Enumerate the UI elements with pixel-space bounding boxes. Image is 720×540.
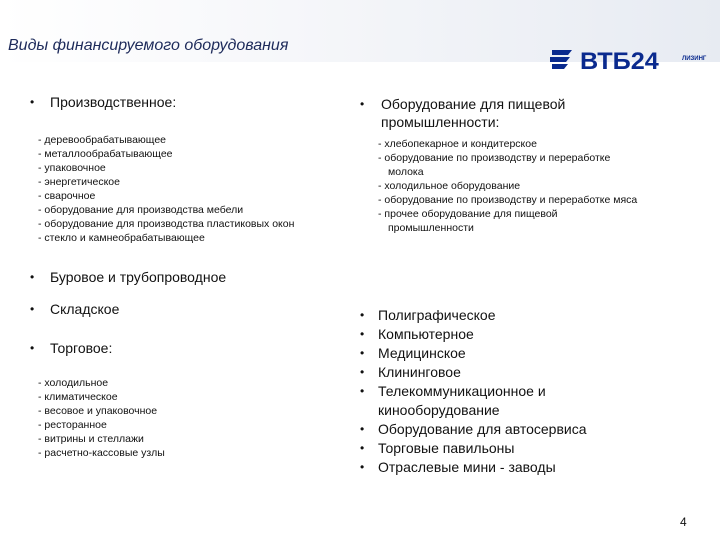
- production-label: Производственное:: [50, 94, 177, 110]
- list-item: [360, 439, 587, 458]
- list-item: - хлебопекарное и кондитерское: [378, 138, 537, 150]
- trade-label: Торговое:: [50, 340, 113, 356]
- list-item-label: Отраслевые мини - заводы: [378, 459, 556, 475]
- list-item: [360, 420, 587, 439]
- list-item-label: Медицинское: [378, 345, 466, 361]
- food-label-line1: Оборудование для пищевой: [381, 96, 566, 112]
- bullet-icon: •: [360, 384, 365, 398]
- bullet-icon: •: [30, 95, 35, 109]
- list-item-label: Телекоммуникационное и: [378, 383, 546, 399]
- bullet-icon: •: [360, 441, 365, 455]
- list-item: - энергетическое: [38, 176, 120, 188]
- bullet-icon: •: [360, 422, 365, 436]
- list-item: [360, 344, 587, 363]
- list-item: [360, 325, 587, 344]
- list-item: [360, 306, 587, 325]
- list-item: - оборудование по производству и переработке мяса: [378, 194, 638, 206]
- list-item-label: Клининговое: [378, 364, 461, 380]
- list-item: промышленности: [388, 222, 474, 234]
- list-item: - ресторанное: [38, 419, 107, 431]
- bullet-icon: •: [30, 341, 35, 355]
- list-item: [360, 363, 587, 382]
- slide-title: Виды финансируемого оборудования: [8, 37, 289, 54]
- list-item: - оборудование для производства пластиковых окон: [38, 218, 295, 230]
- list-item: молока: [388, 166, 424, 178]
- list-item: - металлообрабатывающее: [38, 148, 173, 160]
- list-item: - стекло и камнеобрабатывающее: [38, 232, 205, 244]
- list-item: - расчетно-кассовые узлы: [38, 447, 165, 459]
- logo-text: ВТБ24: [580, 48, 659, 75]
- food-list: [378, 137, 637, 235]
- list-item: - прочее оборудование для пищевой: [378, 208, 558, 220]
- vtb-logo-mark-icon: [548, 46, 576, 74]
- drilling-label: Буровое и трубопроводное: [50, 269, 227, 285]
- list-item: - холодильное оборудование: [378, 180, 521, 192]
- list-item: - оборудование по производству и переработке: [378, 152, 611, 164]
- bullet-icon: •: [30, 270, 35, 284]
- list-item-continuation: [360, 401, 587, 420]
- bullet-icon: •: [360, 308, 365, 322]
- list-item-label: Оборудование для автосервиса: [378, 421, 587, 437]
- list-item: - оборудование для производства мебели: [38, 204, 244, 216]
- list-item-label: Компьютерное: [378, 326, 474, 342]
- bullet-icon: •: [360, 365, 365, 379]
- list-item: - упаковочное: [38, 162, 106, 174]
- bullet-icon: •: [30, 302, 35, 316]
- list-item: - витрины и стеллажи: [38, 433, 144, 445]
- list-item: [360, 458, 587, 477]
- list-item-label: кинооборудование: [378, 402, 500, 418]
- page-number: 4: [680, 515, 687, 529]
- production-list: [38, 133, 294, 245]
- list-item-label: Полиграфическое: [378, 307, 496, 323]
- bullet-icon: •: [360, 97, 365, 111]
- list-item-label: Торговые павильоны: [378, 440, 515, 456]
- bullet-icon: •: [360, 460, 365, 474]
- list-item: - весовое и упаковочное: [38, 405, 158, 417]
- logo-subtext: ЛИЗИНГ: [682, 56, 707, 62]
- trade-list: [38, 376, 165, 460]
- list-item: - деревообрабатывающее: [38, 134, 167, 146]
- list-item: - холодильное: [38, 377, 109, 389]
- list-item: - сварочное: [38, 190, 96, 202]
- warehouse-label: Складское: [50, 301, 120, 317]
- food-label-line2: промышленности:: [381, 114, 500, 130]
- bullet-icon: •: [360, 327, 365, 341]
- list-item: [360, 382, 587, 401]
- list-item: - климатическое: [38, 391, 118, 403]
- bullet-icon: •: [360, 346, 365, 360]
- other-equipment-list: [360, 306, 587, 477]
